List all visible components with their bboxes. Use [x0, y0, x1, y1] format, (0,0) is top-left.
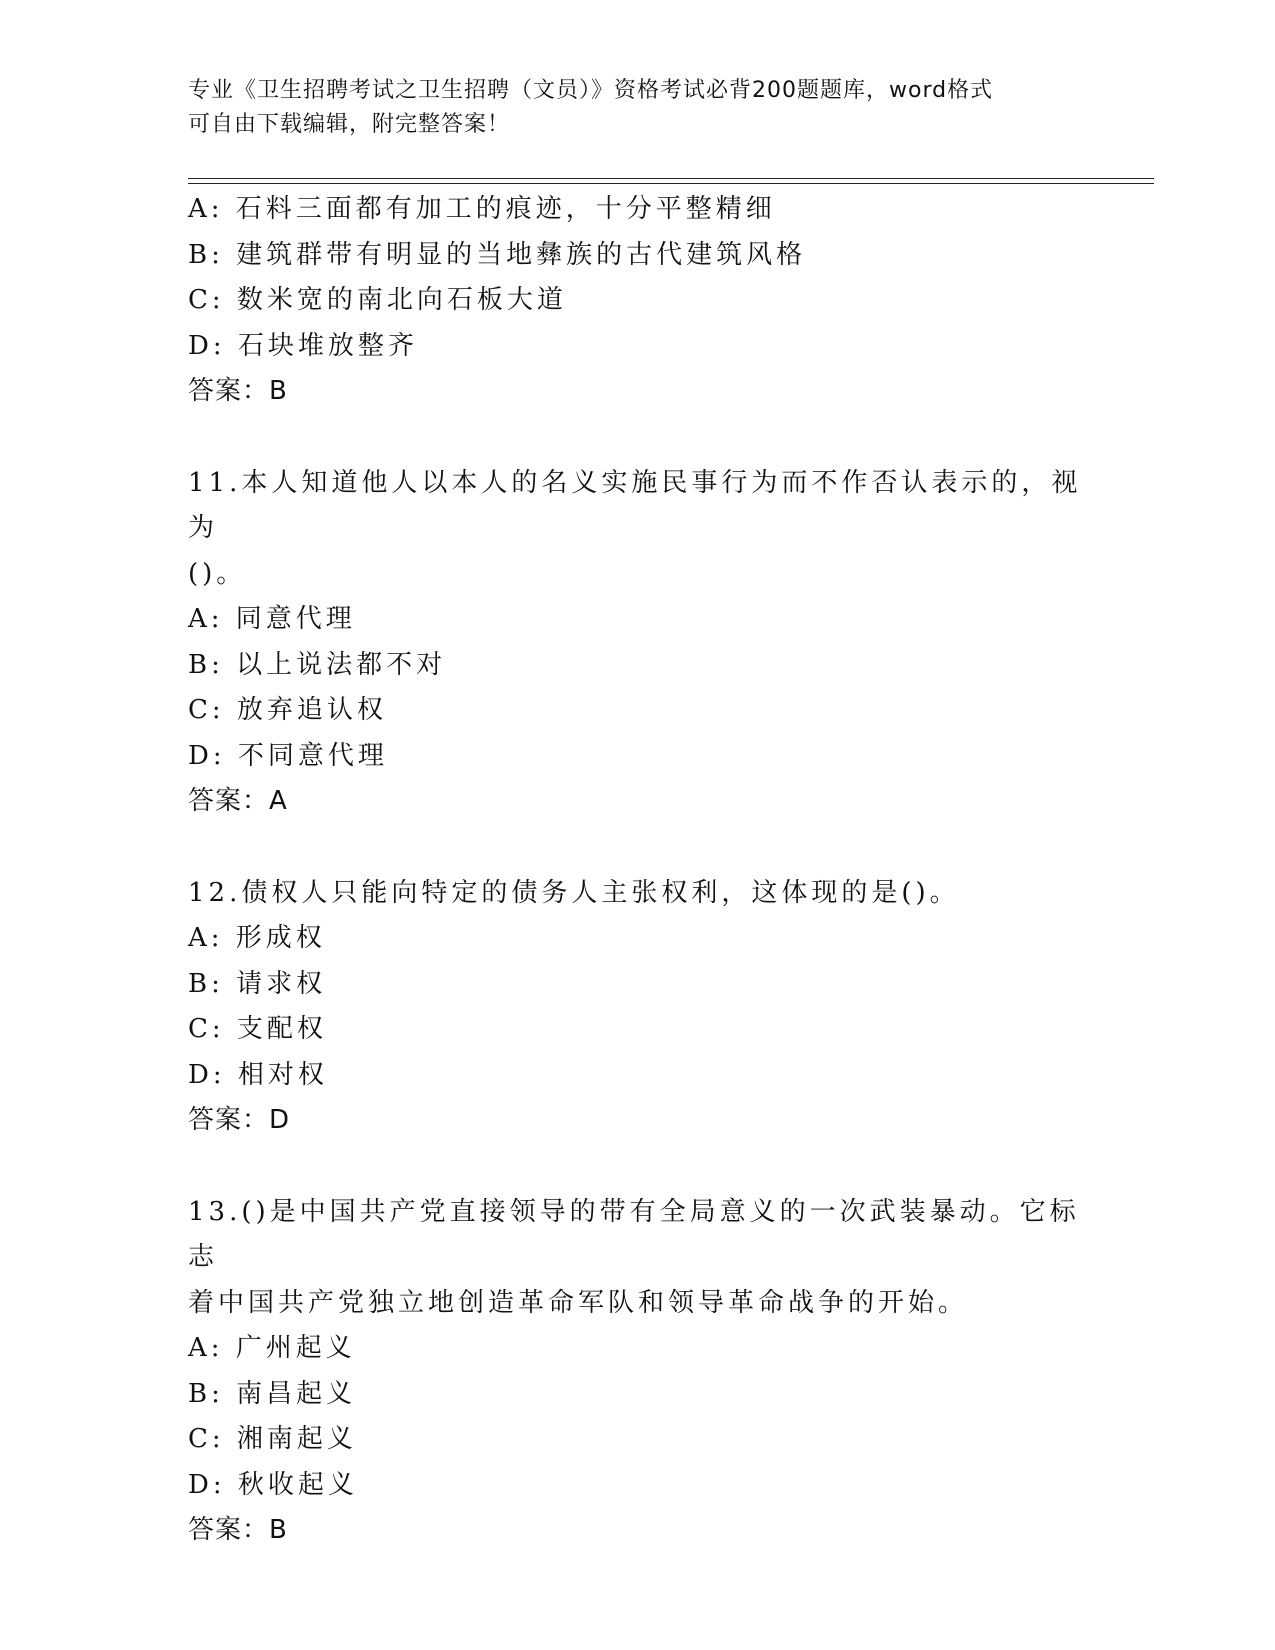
- option-d: D: 不同意代理: [188, 740, 388, 771]
- option-b: B: 建筑群带有明显的当地彝族的古代建筑风格: [188, 239, 807, 270]
- option-a: A: 广州起义: [188, 1333, 356, 1363]
- document-header: [188, 74, 1068, 142]
- option-c: C: 放弃追认权: [188, 695, 387, 725]
- header-divider-bottom: [188, 183, 1154, 184]
- question-block: [188, 1190, 1088, 1554]
- option-a: A: 形成权: [188, 923, 326, 953]
- question-text: 13.()是中国共产党直接领导的带有全局意义的一次武装暴动。它标志: [188, 1196, 1080, 1272]
- question-block: [188, 871, 1088, 1144]
- option-d: D: 相对权: [188, 1059, 328, 1090]
- question-text: 12.债权人只能向特定的债务人主张权利，这体现的是()。: [188, 877, 960, 908]
- spacer: [188, 415, 1088, 461]
- header-divider-top: [188, 178, 1154, 179]
- question-block: [188, 461, 1088, 825]
- option-c: C: 湘南起义: [188, 1424, 357, 1454]
- answer-line: 答案：B: [188, 376, 288, 406]
- question-list: [188, 187, 1088, 1554]
- answer-line: 答案：A: [188, 786, 288, 816]
- question-text: ()。: [188, 558, 247, 589]
- answer-line: 答案：D: [188, 1105, 291, 1135]
- option-c: C: 数米宽的南北向石板大道: [188, 285, 567, 315]
- question-text: 11.本人知道他人以本人的名义实施民事行为而不作否认表示的，视为: [188, 467, 1082, 543]
- option-d: D: 石块堆放整齐: [188, 330, 418, 361]
- option-b: B: 以上说法都不对: [188, 649, 447, 680]
- answer-line: 答案：B: [188, 1515, 288, 1545]
- spacer: [188, 825, 1088, 871]
- option-b: B: 请求权: [188, 968, 327, 999]
- header-line-2: 可自由下载编辑，附完整答案！: [188, 112, 511, 137]
- question-block: [188, 187, 1088, 415]
- option-d: D: 秋收起义: [188, 1469, 358, 1500]
- spacer: [188, 1144, 1088, 1190]
- question-text: 着中国共产党独立地创造革命军队和领导革命战争的开始。: [188, 1287, 969, 1318]
- header-line-1: 专业《卫生招聘考试之卫生招聘（文员）》资格考试必背200题题库，word格式: [188, 78, 994, 103]
- option-a: A: 石料三面都有加工的痕迹，十分平整精细: [188, 194, 776, 224]
- option-a: A: 同意代理: [188, 604, 356, 634]
- option-b: B: 南昌起义: [188, 1378, 357, 1409]
- option-c: C: 支配权: [188, 1014, 327, 1044]
